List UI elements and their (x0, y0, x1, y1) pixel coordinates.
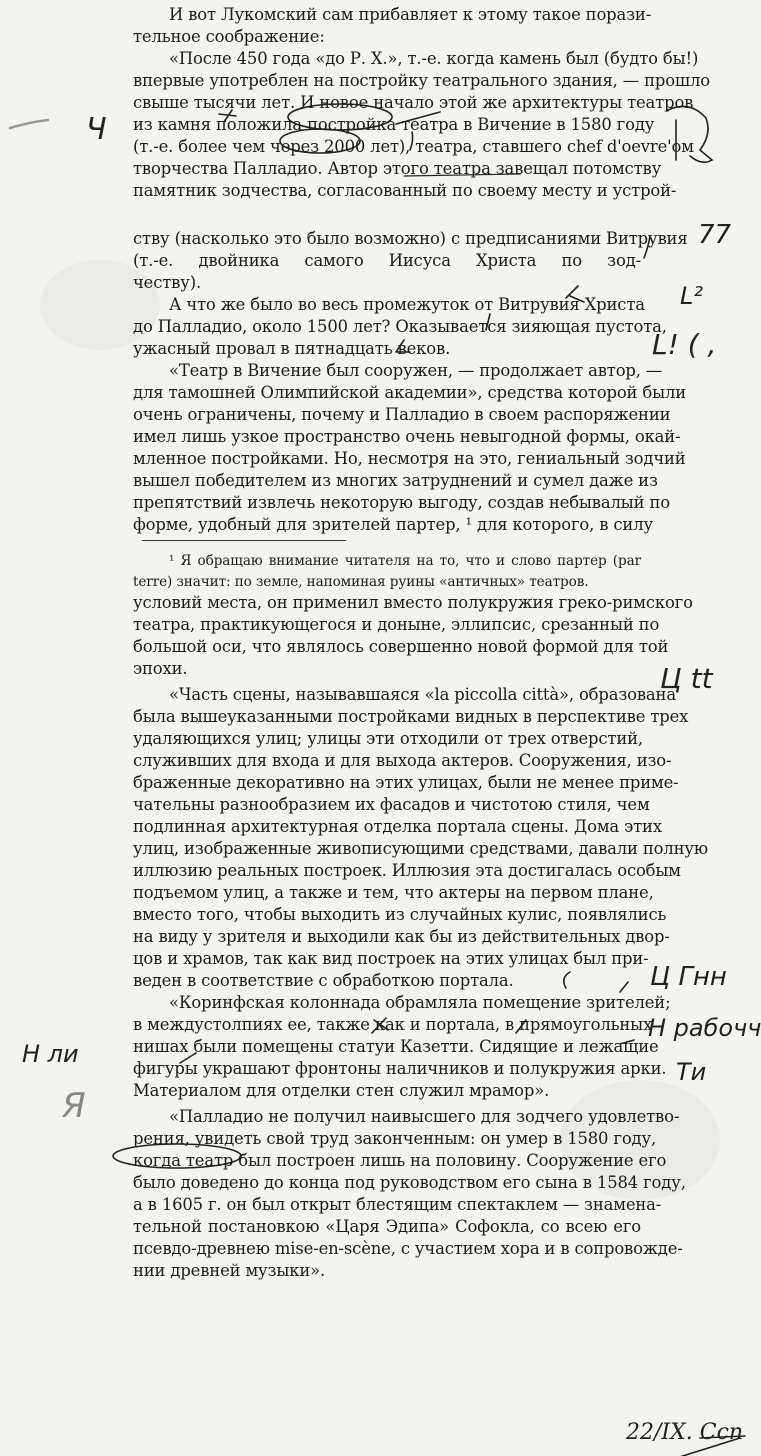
footnote-line: terre) значит: по земле, напоминая руины «античных» театров. (133, 574, 589, 590)
text-line: была вышеуказанными постройками видных в перспективе трех (133, 707, 689, 726)
text-line: (т.-е. более чем через 2000 лет), театра, ставшего chef d'oevre'ом (133, 137, 694, 156)
text-line: (т.-е. двойника самого Иисуса Христа по зод- (133, 251, 641, 270)
text-line: фигуры украшают фронтоны наличников и полукружия арки. (133, 1059, 667, 1078)
text-line: памятник зодчества, согласованный по своему месту и устрой- (133, 181, 677, 200)
text-line: очень ограничены, почему и Палладио в своем распоряжении (133, 405, 671, 424)
text-line: когда театр был построен лишь на половину. Сооружение его (133, 1151, 667, 1170)
margin-note: L² (680, 282, 703, 310)
text-line: из камня положила постройка театра в Вичение в 1580 году (133, 115, 655, 134)
text-line: форме, удобный для зрителей партер, ¹ для которого, в силу (133, 515, 653, 534)
margin-note: Н ли (22, 1040, 79, 1068)
margin-note: Я (62, 1086, 86, 1126)
text-line: свыше тысячи лет. И новое начало этой же архитектуры театров (133, 93, 694, 112)
text-line: псевдо-древнею mise-en-scène, с участием хора и в сопровожде- (133, 1239, 683, 1258)
margin-note: Н рабочч (648, 1014, 761, 1042)
margin-note: L! ( , (652, 328, 717, 361)
text-line: иллюзию реальных построек. Иллюзия эта достигалась особым (133, 861, 681, 880)
text-line: театра, практикующегося и доныне, эллипсис, срезанный по (133, 615, 660, 634)
text-line: условий места, он применил вместо полукружия греко-римского (133, 593, 693, 612)
text-line: вышел победителем из многих затруднений и сумел даже из (133, 471, 658, 490)
text-line: подъемом улиц, а также и тем, что актеры на первом плане, (133, 883, 654, 902)
margin-note: Ти (676, 1058, 707, 1086)
text-line: «Палладио не получил наивысшего для зодчего удовлетво- (169, 1107, 680, 1126)
text-line: тельное соображение: (133, 27, 325, 46)
text-line: браженные декоративно на этих улицах, были не менее приме- (133, 773, 679, 792)
text-line: впервые употреблен на постройку театрального здания, — прошло (133, 71, 710, 90)
text-line: было доведено до конца под руководством его сына в 1584 году, (133, 1173, 686, 1192)
text-line: «После 450 года «до Р. Х.», т.-е. когда камень был (будто бы!) (169, 49, 699, 68)
text-line: тельной постановкою «Царя Эдипа» Софокла, со всею его (133, 1217, 641, 1236)
text-line: «Коринфская колоннада обрамляла помещение зрителей; (169, 993, 671, 1012)
text-line: нии древней музыки». (133, 1261, 326, 1280)
page-number: 22/IX. Ссп (626, 1420, 744, 1445)
text-line: подлинная архитектурная отделка портала сцены. Дома этих (133, 817, 662, 836)
text-line: веден в соответствие с обработкою портала. (133, 971, 514, 990)
text-line: цов и храмов, так как вид построек на этих улицах был при- (133, 949, 649, 968)
text-line: препятствий извлечь некоторую выгоду, создав небывалый по (133, 493, 670, 512)
text-line: большой оси, что являлось совершенно новой формой для той (133, 637, 669, 656)
margin-note: Ц tt (660, 662, 713, 695)
text-line: «Театр в Вичение был сооружен, — продолжает автор, — (169, 361, 663, 380)
text-line: на виду у зрителя и выходили как бы из действительных двор- (133, 927, 670, 946)
text-line: честву). (133, 273, 202, 292)
text-line: нишах были помещены статуи Казетти. Сидящие и лежащие (133, 1037, 659, 1056)
text-line: удаляющихся улиц; улицы эти отходили от трех отверстий, (133, 729, 643, 748)
text-line: ужасный провал в пятнадцать веков. (133, 339, 451, 358)
footnote-rule (142, 540, 346, 541)
footnote-line: ¹ Я обращаю внимание читателя на то, что и слово партер (par (169, 553, 641, 569)
text-line: для тамошней Олимпийской академии», средства которой были (133, 383, 687, 402)
text-line: Материалом для отделки стен служил мрамор». (133, 1081, 550, 1100)
text-line: а в 1605 г. он был открыт блестящим спектаклем — знамена- (133, 1195, 662, 1214)
text-line: в междустолпиях ее, также как и портала, в прямоугольных (133, 1015, 653, 1034)
text-line: рения, увидеть свой труд законченным: он умер в 1580 году, (133, 1129, 657, 1148)
text-line: И вот Лукомский сам прибавляет к этому такое порази- (169, 5, 652, 24)
text-line: А что же было во весь промежуток от Витрувия Христа (169, 295, 645, 314)
text-line: творчества Палладио. Автор этого театра завещал потомству (133, 159, 662, 178)
text-line: эпохи. (133, 659, 188, 678)
text-line: вместо того, чтобы выходить из случайных кулис, появлялись (133, 905, 667, 924)
text-line: служивших для входа и для выхода актеров. Сооружения, изо- (133, 751, 672, 770)
text-line: ству (насколько это было возможно) с предписаниями Витрувия (133, 229, 688, 248)
text-line: «Часть сцены, называвшаяся «la piccolla città», образована (169, 685, 676, 704)
margin-note: 77 (698, 220, 732, 250)
margin-note: Ч (86, 112, 107, 147)
text-line: чательны разнообразием их фасадов и чистотою стиля, чем (133, 795, 650, 814)
text-line: улиц, изображенные живописующими средствами, давали полную (133, 839, 709, 858)
text-line: до Палладио, около 1500 лет? Оказывается зияющая пустота, (133, 317, 667, 336)
text-line: имел лишь узкое пространство очень невыгодной формы, окай- (133, 427, 681, 446)
text-line: мленное постройками. Но, несмотря на это, гениальный зодчий (133, 449, 686, 468)
margin-note: Ц Гнн (650, 962, 727, 992)
